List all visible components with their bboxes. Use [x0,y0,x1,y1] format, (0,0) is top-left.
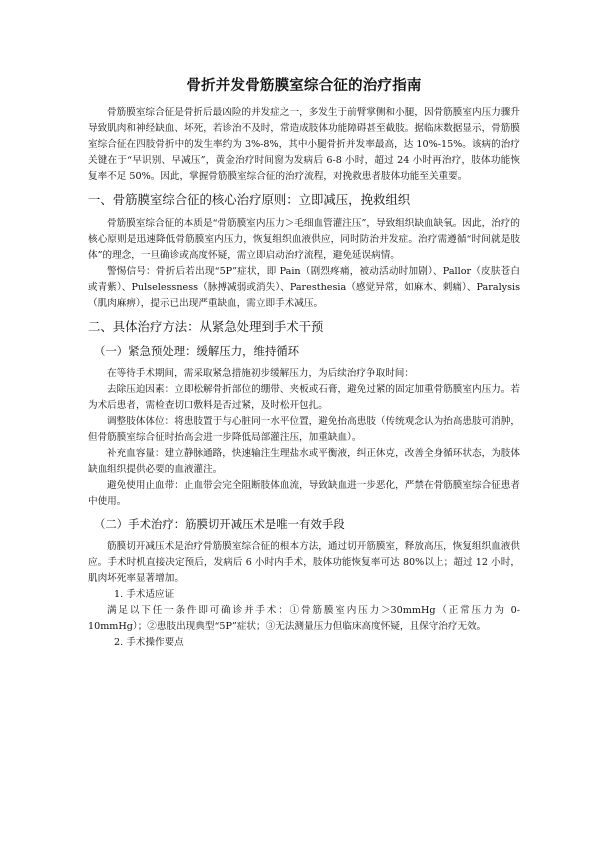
section-heading-principles: 一、骨筋膜室综合征的核心治疗原则：立即减压，挽救组织 [88,192,411,207]
emergency-intro-paragraph: 在等待手术期间，需采取紧急措施初步缓解压力，为后续治疗争取时间： [107,368,414,379]
surgery-intro-paragraph: 筋膜切开减压术是治疗骨筋膜室综合征的根本方法，通过切开筋膜室，释放高压，恢复组织血液供应。手术时机直接决定预后，发病后 6 小时内手术，肢体功能恢复率可达 80%以上；超过 12 小时，肌肉坏死率显著增加。 [88,541,520,584]
principles-paragraph: 骨筋膜室综合征的本质是“骨筋膜室内压力＞毛细血管灌注压”，导致组织缺血缺氧。因此，治疗的核心原则是迅速降低骨筋膜室内压力，恢复组织血液供应，同时防治并发症。治疗需遵循“时间就是肢体”的理念，一旦确诊或高度怀疑，需立即启动治疗流程，避免延误病情。 [88,218,520,261]
document-title: 骨折并发骨筋膜室综合征的治疗指南 [186,78,422,94]
indications-paragraph: 满足以下任一条件即可确诊并手术：①骨筋膜室内压力＞30mmHg（正常压力为 0-10mmHg）；②患肢出现典型“5P”症状；③无法测量压力但临床高度怀疑，且保守治疗无效。 [88,605,520,632]
blood-volume-paragraph: 补充血容量：建立静脉通路，快速输注生理盐水或平衡液，纠正休克，改善全身循环状态，为肢体缺血组织提供必要的血液灌注。 [88,448,520,475]
section-heading-methods: 二、具体治疗方法：从紧急处理到手术干预 [88,319,324,334]
numbered-item-operation: 2. 手术操作要点 [114,637,184,648]
limb-position-paragraph: 调整肢体体位：将患肢置于与心脏同一水平位置，避免抬高患肢（传统观念认为抬高患肢可消肿，但骨筋膜室综合征时抬高会进一步降低局部灌注压，加重缺血）。 [88,416,520,443]
subsection-heading-surgery: （二）手术治疗：筋膜切开减压术是唯一有效手段 [94,517,345,531]
no-tourniquet-paragraph: 避免使用止血带：止血带会完全阻断肢体血流，导致缺血进一步恶化，严禁在骨筋膜室综合征患者中使用。 [88,480,520,507]
remove-compression-paragraph: 去除压迫因素：立即松解骨折部位的绷带、夹板或石膏，避免过紧的固定加重骨筋膜室内压力。若为术后患者，需检查切口敷料是否过紧，及时松开包扎。 [88,384,520,411]
warning-signs-paragraph: 警惕信号：骨折后若出现“5P”症状，即 Pain（剧烈疼痛，被动活动时加剧）、Pallor（皮肤苍白或青紫）、Pulselessness（脉搏减弱或消失）、Paresthesia（感觉异常，如麻木、刺痛）、Paralysis（肌肉麻痹），提示已出现严重缺血，需立即手术减压。 [88,266,520,309]
numbered-item-indications: 1. 手术适应证 [114,589,175,600]
subsection-heading-emergency: （一）紧急预处理：缓解压力，维持循环 [94,344,300,358]
intro-paragraph: 骨筋膜室综合征是骨折后最凶险的并发症之一，多发生于前臂掌侧和小腿，因骨筋膜室内压力骤升导致肌肉和神经缺血、坏死，若诊治不及时，常造成肢体功能障碍甚至截肢。据临床数据显示，骨筋膜室综合征在四肢骨折中的发生率约为 3%-8%，其中小腿骨折并发率最高，达 10%-15%。该病的治疗关键在于“早识别、早减压”，黄金治疗时间窗为发病后 6-8 小时，超过 24 小时再治疗，肢体功能恢复率不足 50%。因此，掌握骨筋膜室综合征的治疗流程，对挽救患者肢体功能至关重要。 [88,107,520,182]
document-page [88,74,520,651]
